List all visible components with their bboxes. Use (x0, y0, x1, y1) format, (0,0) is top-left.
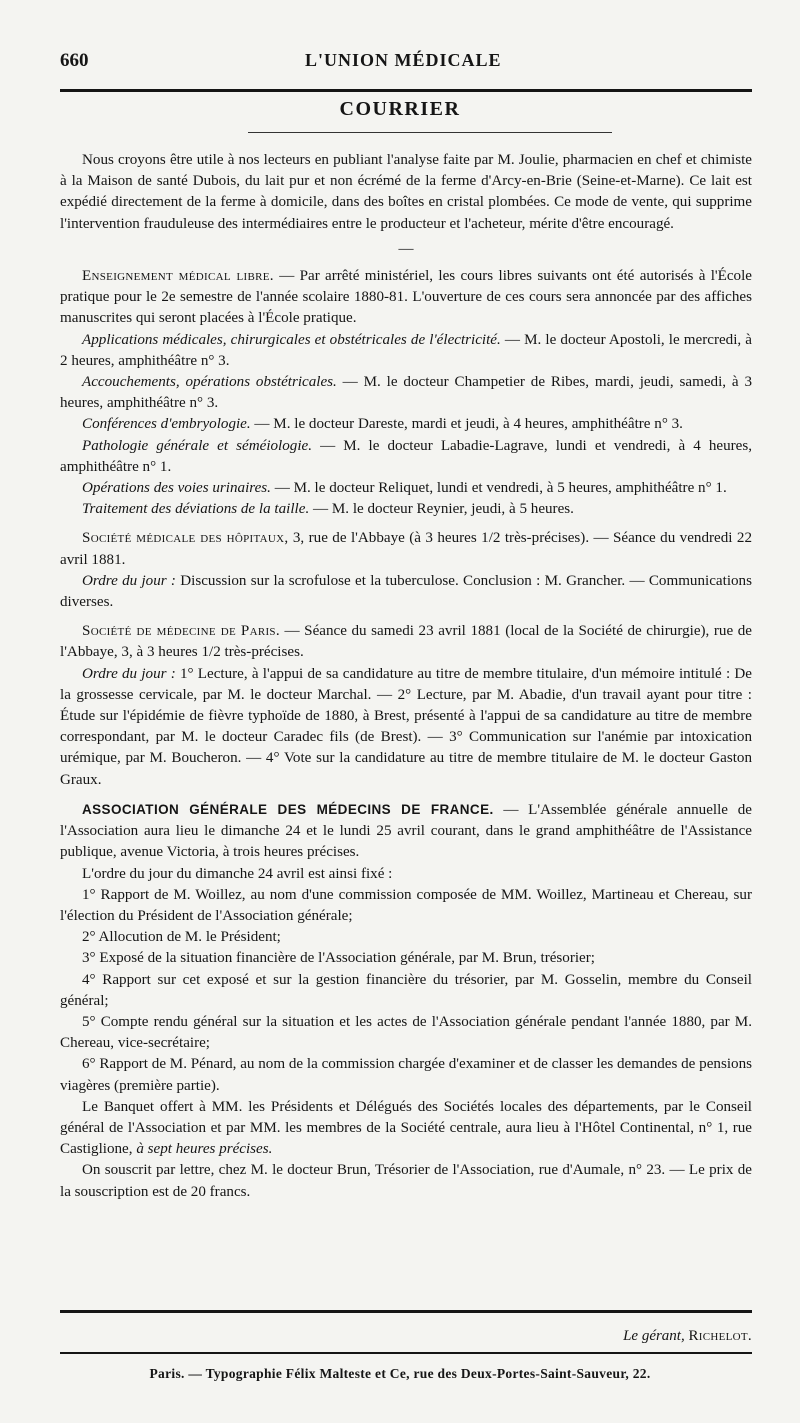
hopitaux-order (60, 571, 752, 613)
banquet-time: à sept heures précises. (136, 1141, 273, 1158)
medecine-paris-order (60, 664, 752, 791)
intro-paragraph: Nous croyons être utile à nos lecteurs en publiant l'analyse faite par M. Joulie, pharmacien en chef et chimiste à la Maison de santé Dubois, du lait pur et non écrémé de la ferme d'Arcy-en-Brie (Seine-et-Marne). Ce lait est expédié directement de la ferme à domicile, dans des boîtes en cristal plombées. Ce mode de vente, qui supprime l'intervention frauduleuse des intermédiaires entre le producteur et l'acheteur, mérite d'être encouragé. (60, 152, 752, 232)
enseignement-heading: Enseignement médical libre. (82, 268, 274, 285)
course-subject: Conférences d'embryologie. (82, 416, 251, 433)
enseignement-paragraph (60, 266, 752, 330)
signature-name: Richelot. (688, 1328, 752, 1344)
hopitaux-paragraph (60, 528, 752, 570)
journal-title: L'UNION MÉDICALE (305, 50, 502, 70)
course-subject: Traitement des déviations de la taille. (82, 501, 310, 518)
banquet-paragraph (60, 1097, 752, 1161)
order-label: Ordre du jour : (82, 665, 176, 682)
course-item (60, 414, 752, 435)
imprint-rule (60, 1352, 752, 1354)
footer-rule (60, 1310, 752, 1313)
course-details: — M. le docteur Reliquet, lundi et vendredi, à 5 heures, amphithéâtre n° 1. (270, 480, 727, 497)
course-subject: Pathologie générale et séméiologie. (82, 437, 313, 454)
order-text: Discussion sur la scrofulose et la tuberculose. Conclusion : M. Grancher. — Communications diverses. (60, 572, 752, 611)
hopitaux-text: 3, rue de l'Abbaye (à 3 heures 1/2 très-précises). — Séance du vendredi 22 avril 1881. (60, 530, 752, 568)
medecine-paris-paragraph (60, 621, 752, 663)
enseignement-text: — Par arrêté ministériel, les cours libres suivants ont été autorisés à l'École pratique pour le 2e semestre de l'année scolaire 1880-81. L'ouverture de ces cours sera annoncée par des affiches manuscrites qui seront placées à l'École pratique. (60, 268, 752, 327)
header-rule (60, 89, 752, 92)
hopitaux-heading: Société médicale des hôpitaux, (82, 530, 289, 547)
course-item (60, 478, 752, 499)
course-details: — M. le docteur Apostoli, le mercredi, à 2 heures, amphithéâtre n° 3. (60, 331, 752, 369)
course-details: — M. le docteur Dareste, mardi et jeudi, à 4 heures, amphithéâtre n° 3. (250, 416, 683, 433)
agenda-item: 3° Exposé de la situation financière de l'Association générale, par M. Brun, trésorier; (82, 950, 595, 967)
agenda-item: 2° Allocution de M. le Président; (82, 929, 281, 946)
course-item (60, 499, 752, 520)
course-details: — M. le docteur Champetier de Ribes, mardi, jeudi, samedi, à 3 heures, amphithéâtre n° 3. (60, 374, 752, 412)
agenda-item: 1° Rapport de M. Woillez, au nom d'une commission composée de MM. Woillez, Martineau et Chereau, sur l'élection du Président de l'Association générale; (60, 886, 752, 924)
signature (623, 1328, 752, 1345)
course-subject: Applications médicales, chirurgicales et obstétricales de l'électricité. (82, 331, 501, 348)
association-paragraph (60, 799, 752, 864)
agenda-item: 6° Rapport de M. Pénard, au nom de la commission chargée d'examiner et de classer les demandes de pensions viagères (première partie). (60, 1056, 752, 1094)
subscription-paragraph: On souscrit par lettre, chez M. le docteur Brun, Trésorier de l'Association, rue d'Aumale, n° 23. — Le prix de la souscription est de 20 francs. (60, 1162, 752, 1200)
separator-dash: — (398, 240, 414, 257)
course-item (60, 372, 752, 414)
course-item (60, 436, 752, 478)
title-rule (248, 132, 612, 133)
order-label: Ordre du jour : (82, 572, 176, 589)
running-head (60, 50, 752, 76)
imprint: Paris. — Typographie Félix Malteste et Ce, rue des Deux-Portes-Saint-Sauveur, 22. (149, 1366, 651, 1381)
banquet-text: Le Banquet offert à MM. les Présidents et Délégués des Sociétés locales des départements, par le Conseil général de l'Association et par MM. les membres de la Société centrale, aura lieu à l'Hôtel Continental, n° 1, rue Castiglione, (60, 1098, 752, 1158)
page-number: 660 (60, 50, 89, 71)
agenda-item: 5° Compte rendu général sur la situation et les actes de l'Association générale pendant l'année 1880, par M. Chereau, vice-secrétaire; (60, 1013, 752, 1052)
medecine-paris-text: — Séance du samedi 23 avril 1881 (local de la Société de chirurgie), rue de l'Abbaye, 3, à 3 heures 1/2 très-précises. (60, 623, 753, 661)
association-heading: ASSOCIATION GÉNÉRALE DES MÉDECINS DE FRANCE. (82, 801, 494, 817)
association-text: — L'Assemblée générale annuelle de l'Association aura lieu le dimanche 24 et le lundi 25 avril courant, dans le grand amphithéâtre de l'Assistance publique, avenue Victoria, à trois heures précises. (60, 801, 752, 861)
order-text: 1° Lecture, à l'appui de sa candidature au titre de membre titulaire, d'un mémoire intitulé : De la grossesse cervicale, par M. le docteur Marchal. — 2° Lecture, par M. Abadie, d'un travail ayant pour titre : Étude sur l'épidémie de fièvre typhoïde de 1880, à Brest, présenté à l'appui de sa candidature au titre de membre correspondant, par M. le docteur Caradec fils (de Brest). — 3° Communication sur l'anémie par intoxication urémique, par M. Boucheron. — 4° Vote sur la candidature au titre de membre titulaire de M. le docteur Gaston Graux. (60, 665, 752, 788)
agenda-item: 4° Rapport sur cet exposé et sur la gestion financière du trésorier, par M. Gosselin, membre du Conseil général; (60, 971, 752, 1009)
course-details: — M. le docteur Reynier, jeudi, à 5 heures. (309, 501, 574, 518)
course-details: — M. le docteur Labadie-Lagrave, lundi et vendredi, à 4 heures, amphithéâtre n° 1. (60, 437, 752, 475)
association-order-intro: L'ordre du jour du dimanche 24 avril est ainsi fixé : (82, 865, 393, 882)
course-subject: Opérations des voies urinaires. (82, 480, 271, 497)
medecine-paris-heading: Société de médecine de Paris. (82, 623, 280, 640)
section-title: COURRIER (339, 98, 461, 120)
course-item (60, 330, 752, 372)
article-body (60, 150, 752, 1203)
signature-label: Le gérant, (623, 1328, 685, 1344)
course-subject: Accouchements, opérations obstétricales. (82, 374, 337, 391)
